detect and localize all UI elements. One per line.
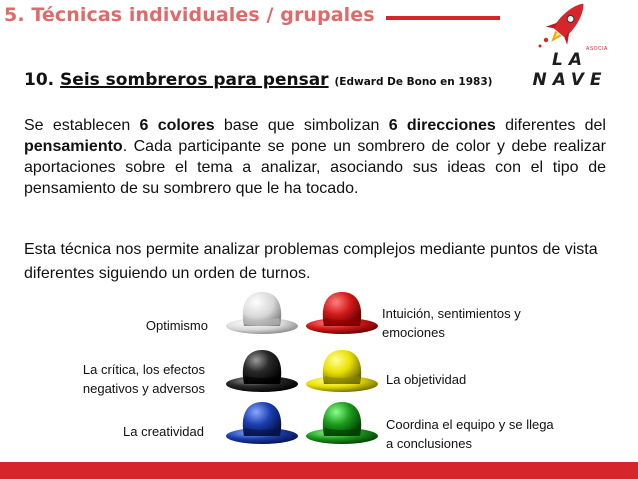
green-hat-icon (306, 402, 378, 444)
heading-author: (Edward De Bono en 1983) (334, 76, 493, 88)
yellow-hat-icon (306, 350, 378, 392)
logo-subtitle: ASOCIA (586, 46, 608, 52)
label-yellow-hat: La objetividad (386, 372, 467, 387)
label-blue-hat: La creatividad (123, 424, 204, 439)
red-hat-icon (306, 292, 378, 334)
six-hats-illustration (224, 286, 382, 454)
heading-title: Seis sombreros para pensar (60, 70, 329, 90)
bottom-bar (0, 462, 638, 479)
label-red-hat: Intuición, sentimientos y emociones (382, 306, 521, 340)
slide-heading (24, 70, 492, 90)
label-white-hat: Optimismo (145, 318, 208, 333)
logo-name: LA NAVE (532, 50, 608, 90)
black-hat-icon (226, 350, 298, 392)
label-green-hat: Coordina el equipo y se llega a conclusiones (386, 417, 554, 451)
title-rule (386, 16, 500, 20)
label-black-hat: La crítica, los efectos negativos y adversos (82, 362, 205, 396)
heading-number: 10. (24, 70, 55, 90)
technique-paragraph: Esta técnica nos permite analizar problemas complejos mediante puntos de vista diferentes siguiendo un orden de turnos. (24, 241, 598, 282)
description-paragraph: Se establecen 6 colores base que simbolizan 6 direcciones diferentes del pensamiento. Cada participante se pone un sombrero de color y debe realizar aportaciones sobre el tema a analizar, asociando sus ideas con el tipo de pensamiento de su sombrero que le ha tocado. (24, 117, 606, 197)
blue-hat-icon (226, 402, 298, 444)
section-title: 5. Técnicas individuales / grupales (4, 4, 375, 26)
white-hat-icon (226, 292, 298, 334)
